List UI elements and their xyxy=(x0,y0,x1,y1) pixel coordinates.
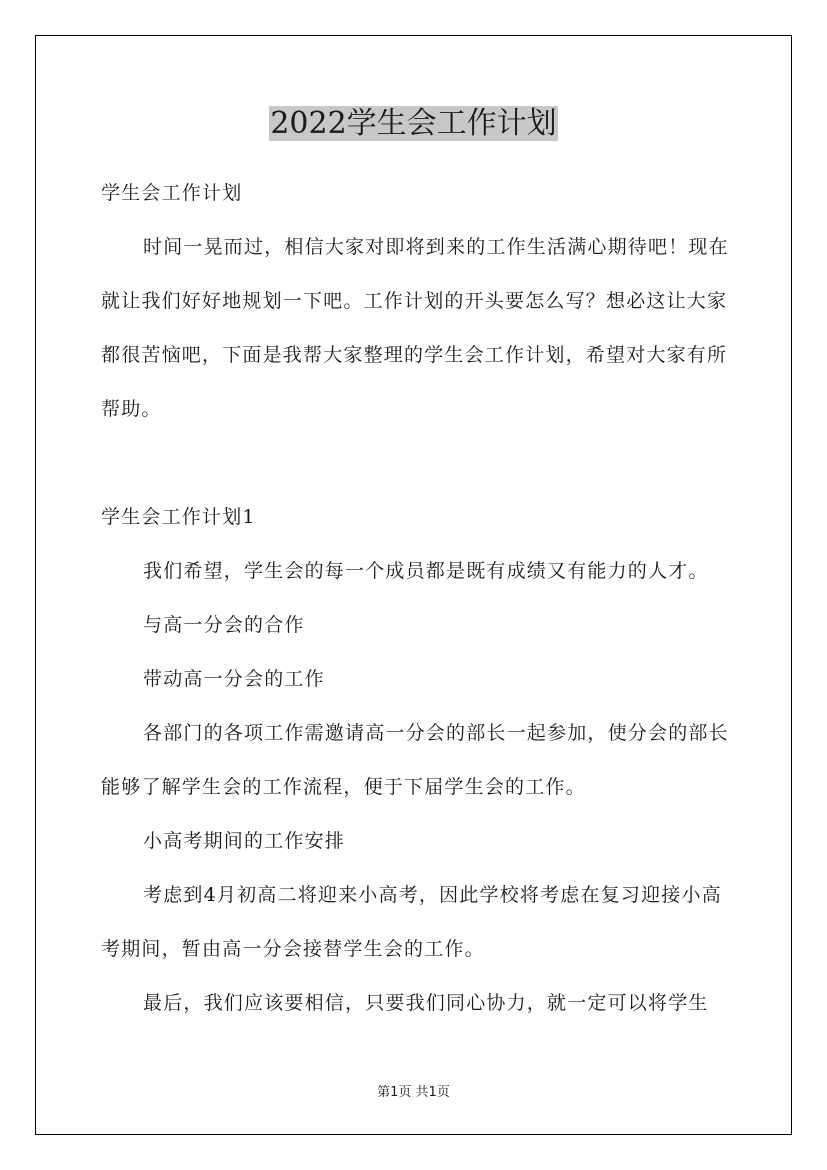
document-body xyxy=(101,166,729,1030)
document-title-text: 2022学生会工作计划 xyxy=(270,106,557,141)
intro-paragraph: 时间一晃而过，相信大家对即将到来的工作生活满心期待吧！现在就让我们好好地规划一下吧。工作计划的开头要怎么写？想必这让大家都很苦恼吧，下面是我帮大家整理的学生会工作计划，希望对大家有所帮助。 xyxy=(101,236,729,420)
paragraph-hope: 我们希望，学生会的每一个成员都是既有成绩又有能力的人才。 xyxy=(143,560,709,582)
subheading-exam-period: 小高考期间的工作安排 xyxy=(143,830,346,852)
paragraph-departments: 各部门的各项工作需邀请高一分会的部长一起参加，使分会的部长能够了解学生会的工作流程，便于下届学生会的工作。 xyxy=(101,722,729,798)
paragraph-spacer xyxy=(101,436,729,490)
section-heading-intro: 学生会工作计划 xyxy=(101,182,243,204)
subheading-lead-branch: 带动高一分会的工作 xyxy=(143,668,325,690)
paragraph-exam-arrangement: 考虑到4月初高二将迎来小高考，因此学校将考虑在复习迎接小高考期间，暂由高一分会接替学生会的工作。 xyxy=(101,884,722,960)
page-number-footer: 第1页 共1页 xyxy=(377,1085,450,1100)
section-heading-plan-1: 学生会工作计划1 xyxy=(101,506,256,528)
paragraph-closing: 最后，我们应该要相信，只要我们同心协力，就一定可以将学生 xyxy=(143,992,709,1014)
document-title xyxy=(0,104,827,144)
subheading-cooperation: 与高一分会的合作 xyxy=(143,614,305,636)
